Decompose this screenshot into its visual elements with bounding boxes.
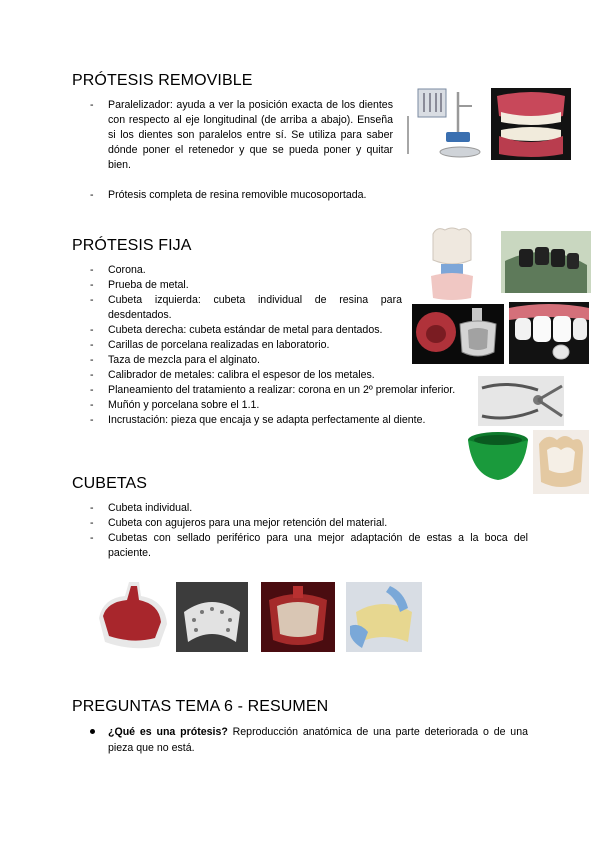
list-item: - Cubeta izquierda: cubeta individual de resina para desdentados. <box>90 293 402 323</box>
list-item: - Muñón y porcelana sobre el 1.1. <box>90 398 438 413</box>
complete-denture-image <box>491 88 571 160</box>
inlay-image <box>533 430 589 494</box>
section-title-cubetas: CUBETAS <box>72 475 148 492</box>
list-item: - Prueba de metal. <box>90 278 402 293</box>
list-item: - Corona. <box>90 263 402 278</box>
list-item: - Planeamiento del tratamiento a realizar: corona en un 2º premolar inferior. <box>90 383 468 398</box>
veneers-image <box>509 302 589 364</box>
list-item: - Prótesis completa de resina removible mucosoportada. <box>90 188 508 203</box>
cubetas-list <box>90 501 528 561</box>
individual-tray-image <box>95 578 171 652</box>
crown-image <box>427 226 477 302</box>
answer-text: Reproducción anatómica de una parte deteriorada o de una pieza que no está. <box>108 726 528 754</box>
list-item: - Cubeta con agujeros para una mejor retención del material. <box>90 516 528 531</box>
section-title-preguntas: PREGUNTAS TEMA 6 - RESUMEN <box>72 698 329 715</box>
preguntas-list <box>90 724 528 756</box>
removible-list <box>90 98 393 203</box>
metal-caliper-image <box>478 376 564 426</box>
mixing-bowl-image <box>466 430 530 486</box>
tray-border-molding-image <box>346 582 422 652</box>
question-text: ¿Qué es una prótesis? <box>108 726 228 738</box>
list-item: - Taza de mezcla para el alginato. <box>90 353 438 368</box>
list-item: - Calibrador de metales: calibra el espesor de los metales. <box>90 368 438 383</box>
surveyor-image <box>404 86 482 160</box>
perforated-tray-image <box>176 582 248 652</box>
metal-try-in-image <box>501 231 591 293</box>
impression-trays-image <box>412 304 504 364</box>
fija-list <box>90 263 456 428</box>
sealed-tray-image <box>261 582 335 652</box>
list-item: - Carillas de porcelana realizadas en laboratorio. <box>90 338 438 353</box>
question-item <box>90 724 528 756</box>
list-item: - Incrustación: pieza que encaja y se adapta perfectamente al diente. <box>90 413 468 428</box>
list-item: - Cubetas con sellado periférico para una mejor adaptación de estas a la boca del paciente. <box>90 531 528 561</box>
list-item: - Cubeta individual. <box>90 501 528 516</box>
section-title-removible: PRÓTESIS REMOVIBLE <box>72 72 253 89</box>
list-item: - Cubeta derecha: cubeta estándar de metal para dentados. <box>90 323 438 338</box>
section-title-fija: PRÓTESIS FIJA <box>72 237 192 254</box>
list-item: - Paralelizador: ayuda a ver la posición exacta de los dientes con respecto al eje longitudinal (de arriba a abajo). Enseña si los dientes son paralelos entre sí. Se utiliza para saber dónde poner el retenedor y que se pueda poner y quitar bien. <box>90 98 393 173</box>
